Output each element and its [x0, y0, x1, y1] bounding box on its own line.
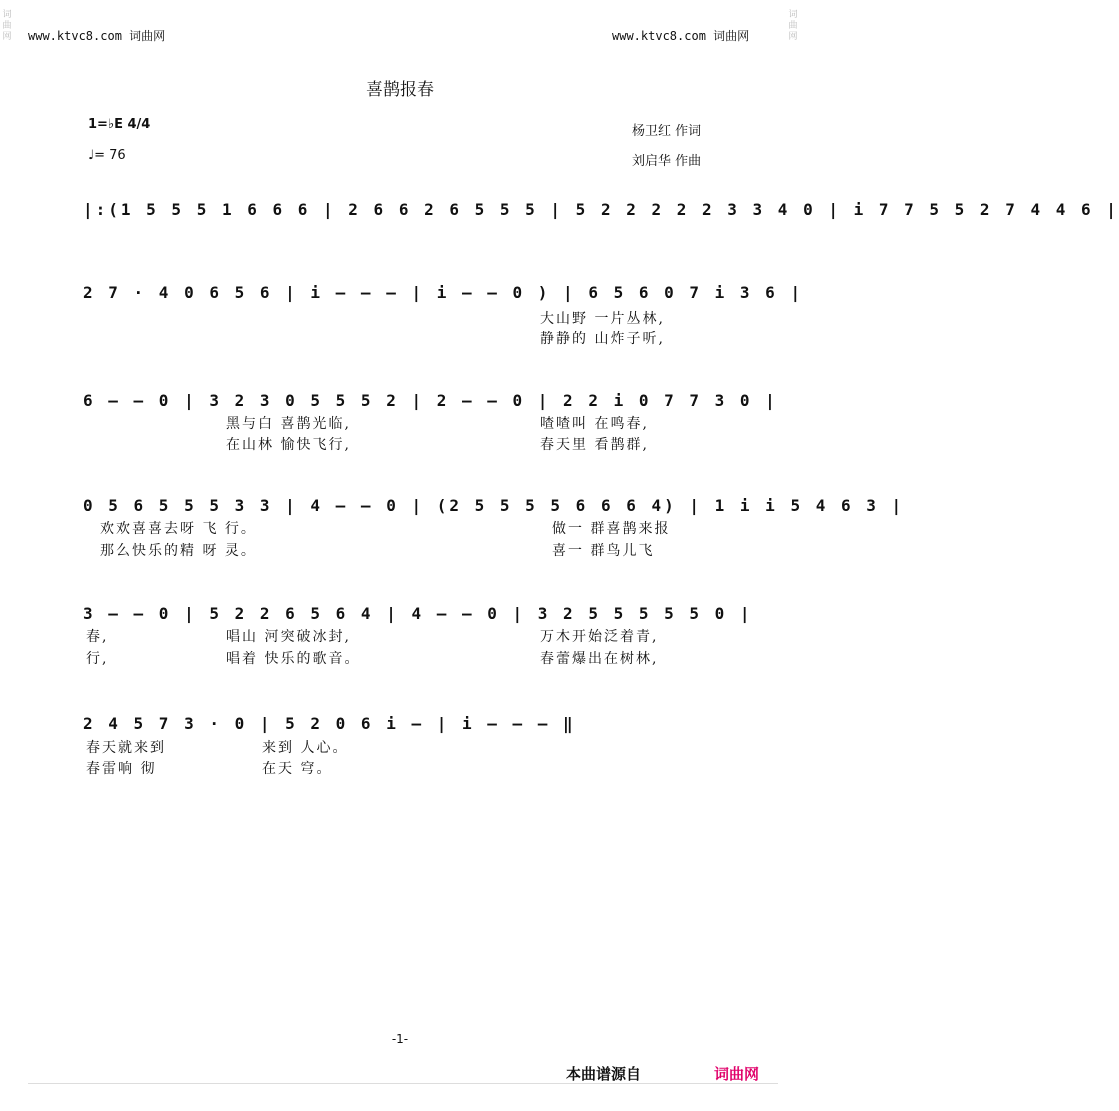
header-url: www.ktvc8.com: [28, 29, 122, 43]
source-label: 本曲谱源自: [566, 1065, 642, 1083]
song-title: 喜鹊报春: [366, 80, 434, 100]
footer-divider: [28, 1083, 778, 1084]
lyric-line: 那么快乐的精 呀 灵。: [100, 543, 257, 559]
watermark-char: 词: [2, 10, 12, 20]
notes-line: 2 4 5 7 3 · 0 | 5 2 0 6 i – | i – – – ‖: [83, 714, 576, 733]
watermark-char: 词: [788, 10, 798, 20]
lyric-line: 喜一 群鸟儿飞: [552, 543, 655, 559]
lyric-line: 万木开始泛着青,: [540, 629, 659, 645]
composer-credit: 刘启华 作曲: [632, 154, 702, 169]
lyric-line: 静静的 山炸子听,: [540, 331, 665, 347]
watermark-char: 网: [788, 32, 798, 42]
notation-system-6: [75, 706, 735, 766]
notation-system-1: [75, 192, 1119, 252]
notes-line: |:(1 5 5 5 1 6 6 6 | 2 6 6 2 6 5 5 5 | 5 2 2 2 2 2 3 3 4 0 | i 7 7 5 5 2 7 4 4 6 |: [83, 200, 1119, 219]
lyric-line: 春天里 看鹊群,: [540, 437, 649, 453]
source-brand: 词曲网: [714, 1065, 760, 1083]
header-url: www.ktvc8.com: [612, 29, 706, 43]
lyric-line: 唱山 河突破冰封,: [226, 629, 351, 645]
notes-line: 3 – – 0 | 5 2 2 6 5 6 4 | 4 – – 0 | 3 2 5 5 5 5 5 0 |: [83, 604, 753, 623]
right-watermark: [786, 0, 800, 1111]
left-watermark: [0, 0, 14, 1111]
lyric-line: 在天 穹。: [262, 761, 333, 777]
key-signature: 1=♭E 4/4: [88, 117, 151, 132]
lyric-line: 春雷响 彻: [86, 761, 157, 777]
header-site: 词曲网: [713, 29, 750, 43]
header-left: [28, 27, 165, 44]
lyric-line: 喳喳叫 在鸣春,: [540, 416, 649, 432]
lyricist-credit: 杨卫红 作词: [632, 124, 702, 139]
lyric-line: 黑与白 喜鹊光临,: [226, 416, 351, 432]
header-site: 词曲网: [129, 29, 166, 43]
watermark-char: 曲: [2, 21, 12, 31]
notes-line: 2 7 · 4 0 6 5 6 | i – – – | i – – 0 ) | 6 5 6 0 7 i 3 6 |: [83, 283, 804, 302]
page-number: -1-: [391, 1032, 409, 1046]
tempo-marking: ♩= 76: [88, 148, 126, 163]
header-right: [612, 27, 749, 44]
notes-line: 0 5 6 5 5 5 3 3 | 4 – – 0 | (2 5 5 5 5 6 6 6 4) | 1 i i 5 4 6 3 |: [83, 496, 905, 515]
lyric-line: 做一 群喜鹊来报: [552, 521, 671, 537]
lyric-line: 春,: [86, 629, 109, 645]
lyric-line: 来到 人心。: [262, 740, 349, 756]
lyric-line: 欢欢喜喜去呀 飞 行。: [100, 521, 257, 537]
lyric-line: 大山野 一片丛林,: [540, 311, 665, 327]
watermark-char: 网: [2, 32, 12, 42]
lyric-line: 行,: [86, 651, 109, 667]
lyric-line: 唱着 快乐的歌音。: [226, 651, 361, 667]
lyric-line: 在山林 愉快飞行,: [226, 437, 351, 453]
notes-line: 6 – – 0 | 3 2 3 0 5 5 5 2 | 2 – – 0 | 2 2 i 0 7 7 3 0 |: [83, 391, 778, 410]
lyric-line: 春蕾爆出在树林,: [540, 651, 659, 667]
watermark-char: 曲: [788, 21, 798, 31]
lyric-line: 春天就来到: [86, 740, 166, 756]
